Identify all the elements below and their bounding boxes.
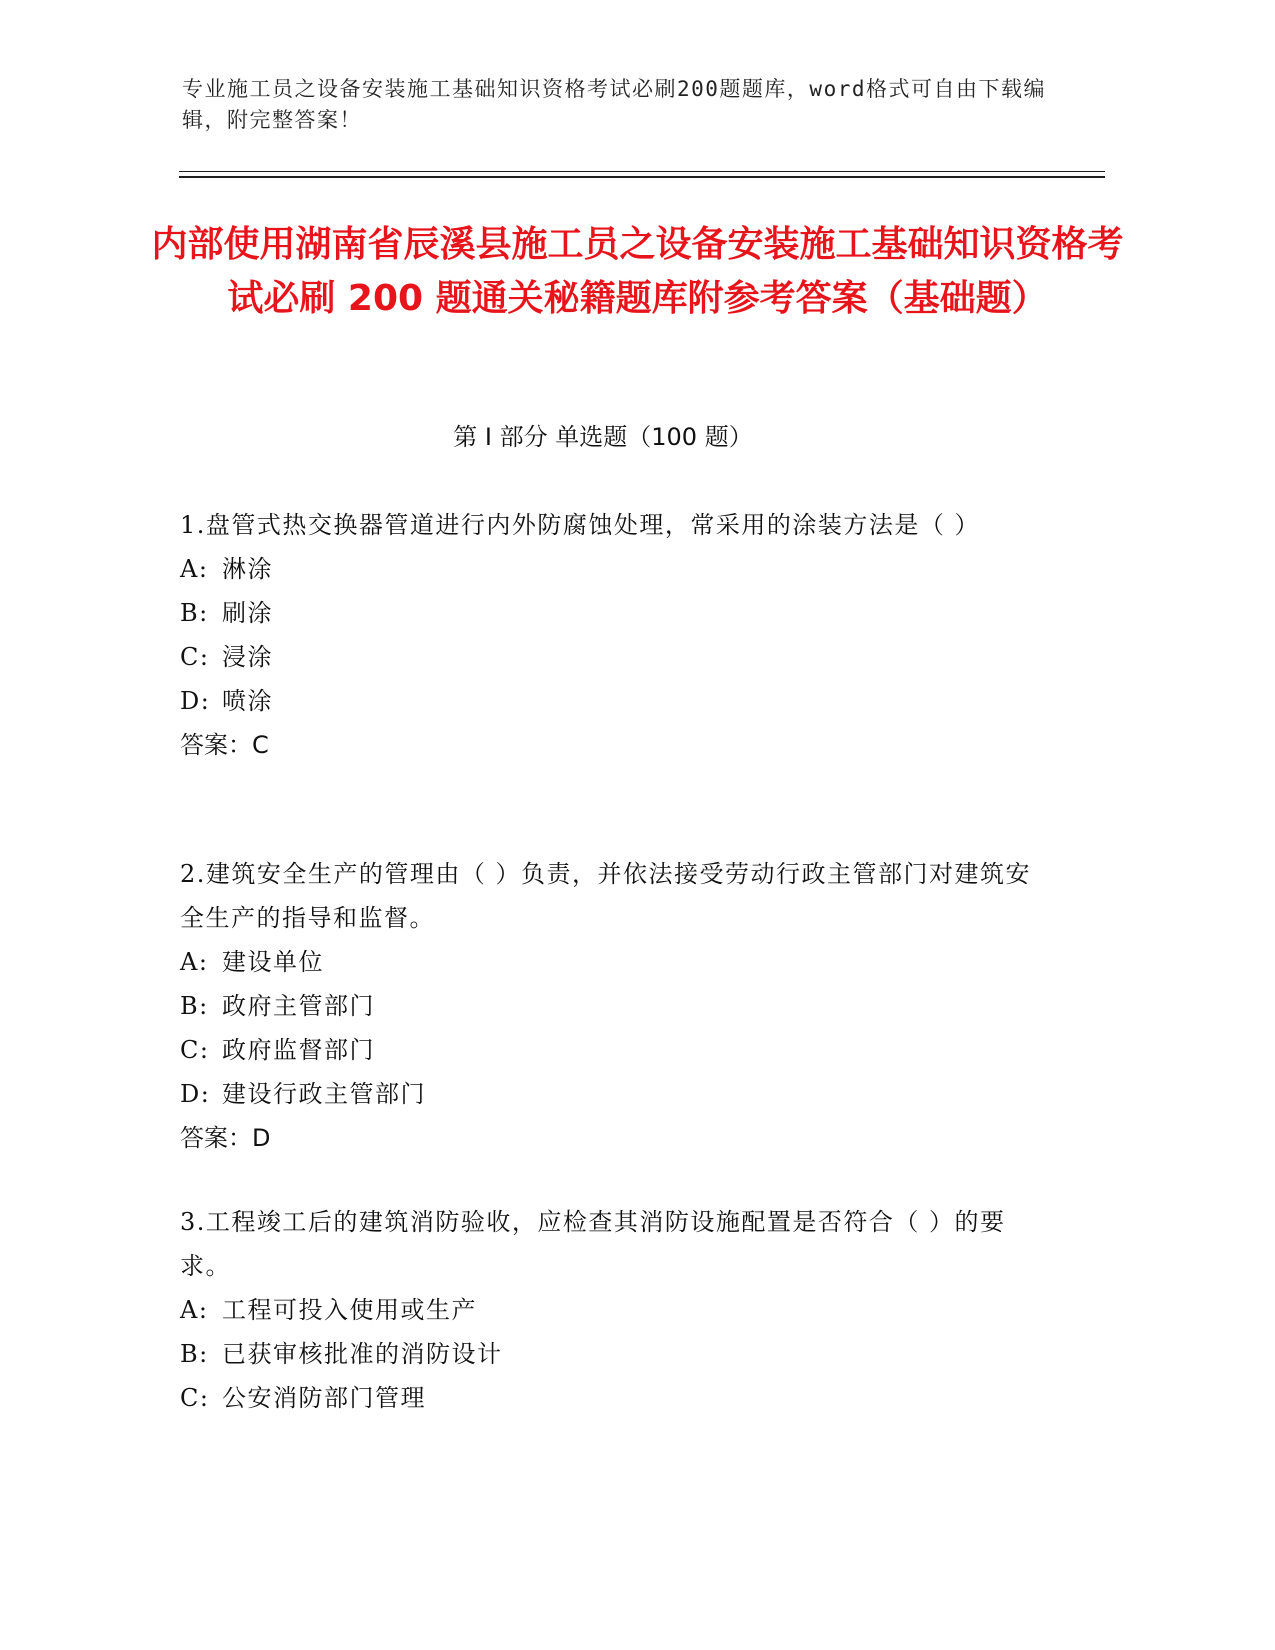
- question-3: [180, 1200, 1040, 1420]
- option-a: [180, 547, 1040, 591]
- header-note: 专业施工员之设备安装施工基础知识资格考试必刷200题题库，word格式可自由下载编辑，附完整答案！: [182, 77, 1046, 132]
- option-letter: C:: [180, 1036, 210, 1064]
- question-2: [180, 852, 1040, 1160]
- option-text: 淋涂: [222, 555, 273, 583]
- option-text: 已获审核批准的消防设计: [222, 1340, 503, 1368]
- question-1: [180, 503, 1040, 767]
- option-letter: B:: [180, 599, 209, 627]
- option-text: 建设单位: [222, 948, 324, 976]
- option-letter: A:: [180, 1296, 209, 1324]
- option-b: [180, 984, 1040, 1028]
- header-divider-thick: [179, 176, 1105, 178]
- option-text: 浸涂: [222, 643, 273, 671]
- option-text: 公安消防部门管理: [222, 1384, 426, 1412]
- option-d: [180, 679, 1040, 723]
- option-text: 政府主管部门: [222, 992, 375, 1020]
- option-text: 喷涂: [222, 687, 273, 715]
- option-c: [180, 1376, 1040, 1420]
- option-letter: A:: [180, 555, 209, 583]
- document-title: 内部使用湖南省辰溪县施工员之设备安装施工基础知识资格考试必刷 200 题通关秘籍题库附参考答案（基础题）: [151, 224, 1124, 319]
- option-letter: D:: [180, 687, 211, 715]
- option-b: [180, 591, 1040, 635]
- answer-line: 答案：C: [180, 731, 269, 759]
- option-letter: D:: [180, 1080, 211, 1108]
- header-divider-thin: [179, 171, 1105, 172]
- option-c: [180, 635, 1040, 679]
- option-c: [180, 1028, 1040, 1072]
- option-text: 政府监督部门: [222, 1036, 375, 1064]
- section-heading: 第 I 部分 单选题（100 题）: [453, 423, 753, 451]
- option-d: [180, 1072, 1040, 1116]
- option-letter: B:: [180, 992, 209, 1020]
- option-letter: A:: [180, 948, 209, 976]
- option-text: 建设行政主管部门: [222, 1080, 426, 1108]
- option-a: [180, 1288, 1040, 1332]
- option-a: [180, 940, 1040, 984]
- option-letter: C:: [180, 1384, 210, 1412]
- answer-line: 答案：D: [180, 1124, 271, 1152]
- question-text: 1.盘管式热交换器管道进行内外防腐蚀处理，常采用的涂装方法是（ ）: [180, 511, 981, 539]
- option-letter: B:: [180, 1340, 209, 1368]
- question-text: 2.建筑安全生产的管理由（ ）负责，并依法接受劳动行政主管部门对建筑安全生产的指导和监督。: [180, 860, 1032, 932]
- question-text: 3.工程竣工后的建筑消防验收，应检查其消防设施配置是否符合（ ）的要求。: [180, 1208, 1006, 1280]
- option-text: 工程可投入使用或生产: [222, 1296, 477, 1324]
- option-text: 刷涂: [222, 599, 273, 627]
- option-letter: C:: [180, 643, 210, 671]
- option-b: [180, 1332, 1040, 1376]
